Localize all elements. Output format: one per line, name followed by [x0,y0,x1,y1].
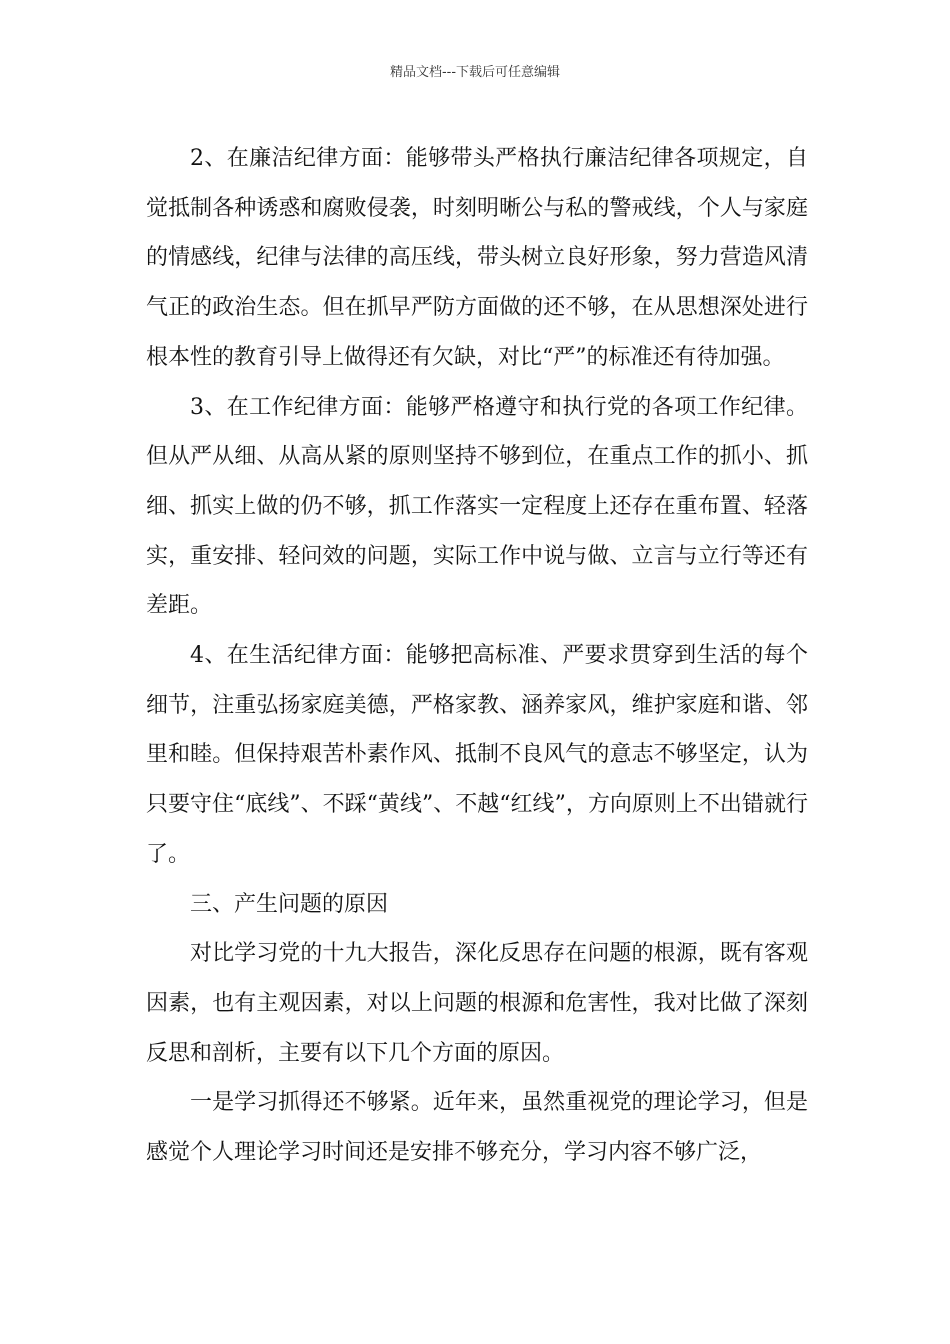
paragraph-causes-intro: 对比学习党的十九大报告，深化反思存在问题的根源，既有客观因素，也有主观因素，对以上问题的根源和危害性，我对比做了深刻反思和剖析，主要有以下几个方面的原因。 [146,941,808,1066]
paragraph-integrity-discipline: 2、在廉洁纪律方面：能够带头严格执行廉洁纪律各项规定，自觉抵制各种诱惑和腐败侵袭，时刻明晰公与私的警戒线，个人与家庭的情感线，纪律与法律的高压线，带头树立良好形象，努力营造风清气正的政治生态。但在抓早严防方面做的还不够，在从思想深处进行根本性的教育引导上做得还有欠缺，对比“严”的标准还有待加强。 [146,146,808,370]
document-body [146,134,808,1178]
paragraph-life-discipline: 4、在生活纪律方面：能够把高标准、严要求贯穿到生活的每个细节，注重弘扬家庭美德，严格家教、涵养家风，维护家庭和谐、邻里和睦。但保持艰苦朴素作风、抵制不良风气的意志不够坚定，认为只要守住“底线”、不踩“黄线”、不越“红线”，方向原则上不出错就行了。 [146,643,808,867]
paragraph-work-discipline: 3、在工作纪律方面：能够严格遵守和执行党的各项工作纪律。但从严从细、从高从紧的原则坚持不够到位，在重点工作的抓小、抓细、抓实上做的仍不够，抓工作落实一定程度上还存在重布置、轻落实，重安排、轻问效的问题，实际工作中说与做、立言与立行等还有差距。 [146,394,808,619]
section-heading-causes: 三、产生问题的原因 [190,891,389,917]
page-header: 精品文档---下载后可任意编辑 [389,65,561,80]
paragraph-study-not-tight: 一是学习抓得还不够紧。近年来，虽然重视党的理论学习，但是感觉个人理论学习时间还是安排不够充分，学习内容不够广泛， [146,1090,808,1166]
